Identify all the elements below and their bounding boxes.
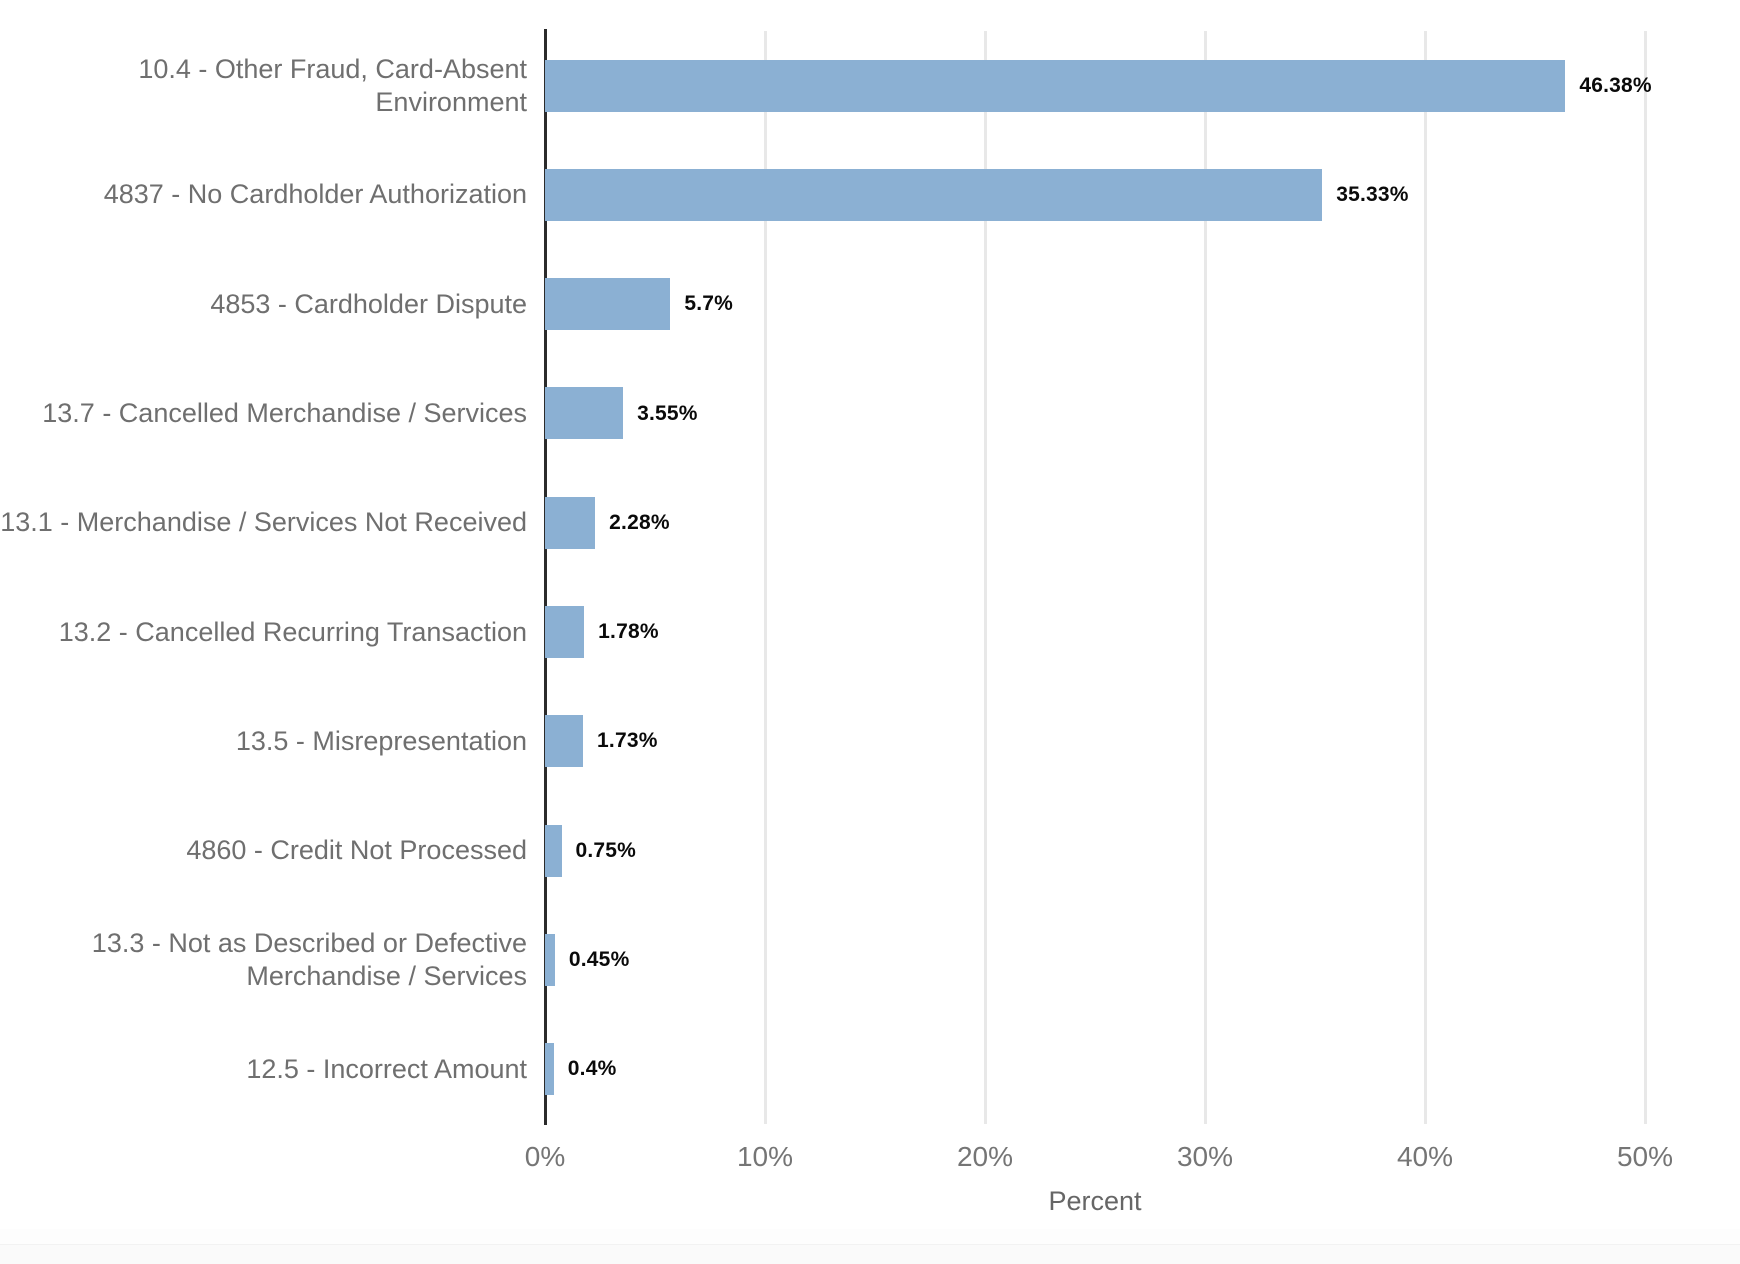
bar[interactable] xyxy=(545,825,562,877)
value-label: 0.4% xyxy=(567,1057,617,1081)
bar-row xyxy=(0,578,1740,687)
x-tick-label: 50% xyxy=(1616,1141,1674,1172)
x-tick-label: 0% xyxy=(524,1141,566,1172)
bar-row xyxy=(0,468,1740,577)
value-label: 1.73% xyxy=(597,729,658,753)
value-label: 2.28% xyxy=(609,510,670,534)
category-label: 12.5 - Incorrect Amount xyxy=(246,1053,527,1084)
bar[interactable] xyxy=(545,497,595,549)
value-label: 1.78% xyxy=(598,620,659,644)
value-label: 3.55% xyxy=(637,401,698,425)
bar[interactable] xyxy=(545,169,1322,221)
x-tick-label: 30% xyxy=(1176,1141,1234,1172)
category-label: 13.5 - Misrepresentation xyxy=(235,725,527,756)
bar-row xyxy=(0,359,1740,468)
bar-row xyxy=(0,796,1740,905)
category-label: 13.7 - Cancelled Merchandise / Services xyxy=(42,398,527,429)
bar[interactable] xyxy=(545,715,583,767)
bar[interactable] xyxy=(545,934,555,986)
bar-row xyxy=(0,140,1740,249)
value-label: 5.7% xyxy=(684,292,734,316)
page-bottom-band-edge xyxy=(0,1244,1740,1264)
category-label: 4837 - No Cardholder Authorization xyxy=(103,179,527,210)
bar-row xyxy=(0,905,1740,1014)
bar-row xyxy=(0,1015,1740,1124)
bar-row xyxy=(0,31,1740,140)
category-label: 13.1 - Merchandise / Services Not Received xyxy=(0,507,527,538)
category-label: 13.3 - Not as Described or Defective Merchandise / Services xyxy=(91,928,527,992)
x-tick-label: 20% xyxy=(956,1141,1014,1172)
bar[interactable] xyxy=(545,278,670,330)
bar[interactable] xyxy=(545,606,584,658)
bar[interactable] xyxy=(545,60,1565,112)
bar[interactable] xyxy=(545,387,623,439)
value-label: 46.38% xyxy=(1579,73,1652,97)
x-tick-label: 40% xyxy=(1396,1141,1454,1172)
value-label: 35.33% xyxy=(1336,182,1409,206)
value-label: 0.45% xyxy=(568,948,630,972)
value-label: 0.75% xyxy=(575,838,637,862)
category-label: 10.4 - Other Fraud, Card-Absent Environment xyxy=(138,53,527,117)
category-label: 13.2 - Cancelled Recurring Transaction xyxy=(58,616,527,647)
x-tick-label: 10% xyxy=(736,1141,794,1172)
category-label: 4853 - Cardholder Dispute xyxy=(210,288,527,319)
page-bottom-band xyxy=(0,1229,1740,1244)
x-axis-title: Percent xyxy=(1048,1186,1142,1216)
bar-row xyxy=(0,687,1740,796)
bar-row xyxy=(0,250,1740,359)
bar[interactable] xyxy=(545,1043,554,1095)
category-label: 4860 - Credit Not Processed xyxy=(186,835,527,866)
